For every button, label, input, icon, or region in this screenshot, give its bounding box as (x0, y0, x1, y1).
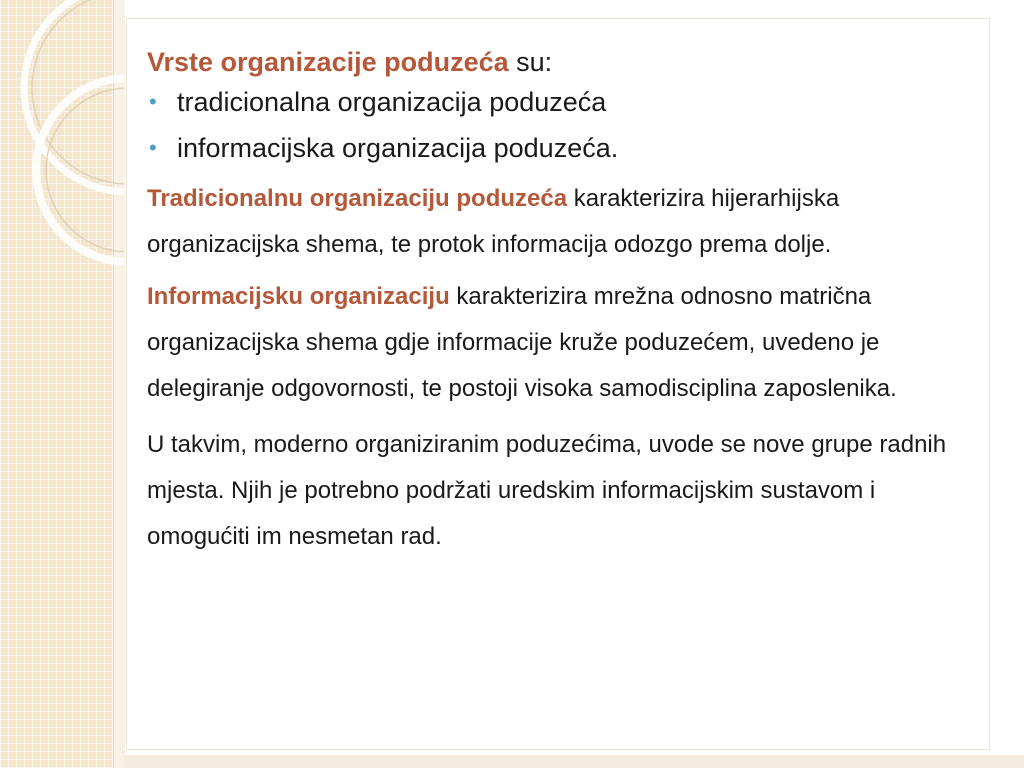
paragraph-informational (147, 274, 977, 412)
bullet-item (147, 84, 977, 120)
paragraph-traditional (147, 176, 977, 268)
paragraph-modern: U takvim, moderno organiziranim poduzećima, uvode se nove grupe radnih mjesta. Njih je potrebno podržati uredskim informacijskim sustavom i omogućiti im nesmetan rad. (147, 431, 947, 550)
bullet-text: tradicionalna organizacija poduzeća (177, 87, 607, 117)
paragraph-rest-text: karakterizira hijerarhijska organizacijska shema, te protok informacija odozgo prema dolje. (147, 185, 840, 258)
decorative-rings (0, 0, 124, 768)
decorative-bottom-band (124, 755, 1024, 768)
bullet-item (147, 130, 977, 166)
bullet-dot-icon: • (149, 135, 157, 160)
slide-text-area (147, 44, 977, 564)
paragraph-accent-text: Tradicionalnu organizaciju poduzeća (147, 185, 568, 212)
slide-heading (147, 44, 977, 80)
paragraph-rest-text: karakterizira mrežna odnosno matrična organizacijska shema gdje informacije kruže poduzećem, uvedeno je delegiranje odgovornosti, te postoji visoka samodisciplina zaposlenika. (147, 283, 897, 402)
heading-rest-text: su: (508, 47, 553, 77)
decorative-ring-inner (36, 78, 124, 262)
bullet-dot-icon: • (149, 89, 157, 114)
bullet-list (147, 84, 977, 166)
heading-accent-text: Vrste organizacije poduzeća (147, 47, 509, 77)
paragraph-accent-text: Informacijsku organizaciju (147, 283, 450, 310)
bullet-text: informacijska organizacija poduzeća. (177, 133, 619, 163)
